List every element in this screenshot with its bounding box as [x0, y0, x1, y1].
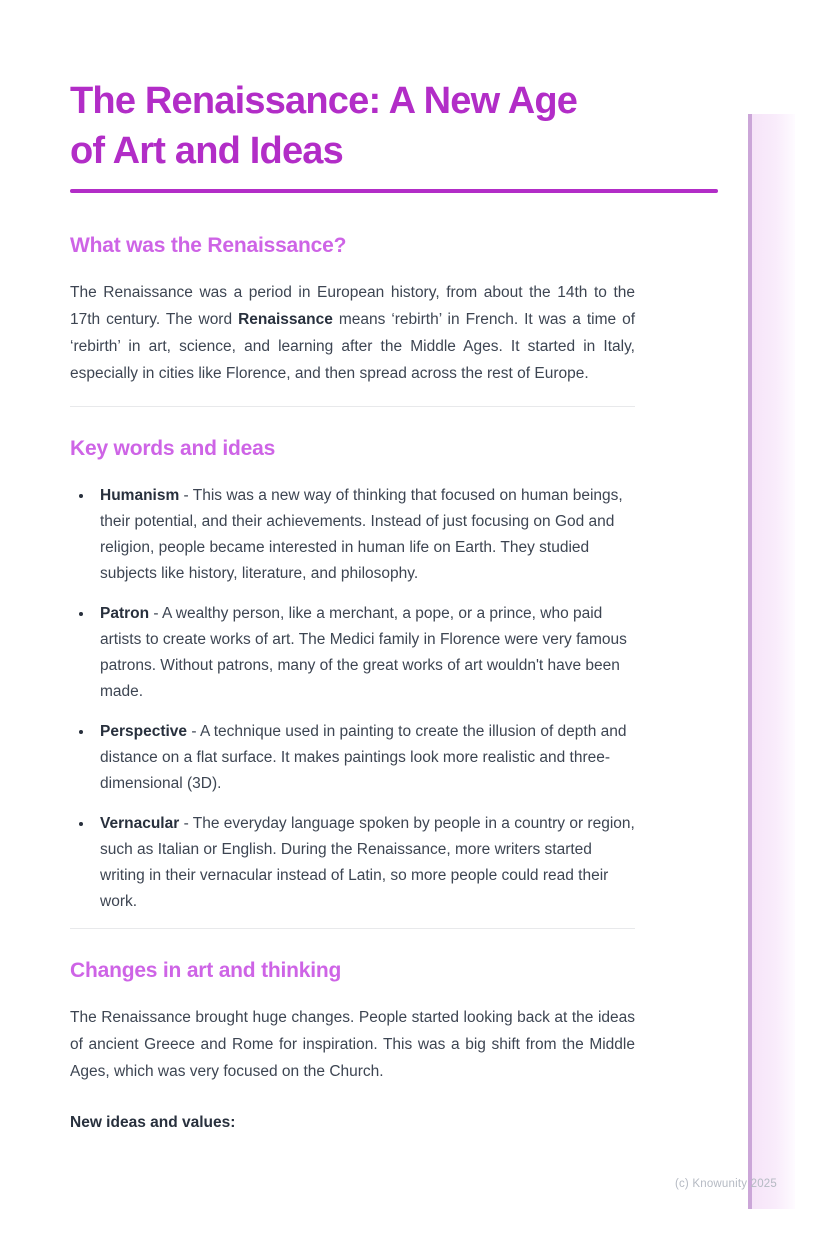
document-title-line2: of Art and Ideas: [70, 130, 343, 172]
keyword-item: [94, 810, 635, 915]
keyword-description: - This was a new way of thinking that focused on human beings, their potential, and their achievements. Instead of just focusing on God and religion, people became interested in human life on Earth. They studied subjects like history, literature, and philosophy.: [100, 487, 623, 582]
title-underline-rule: [70, 189, 718, 193]
changes-paragraph: The Renaissance brought huge changes. People started looking back at the ideas of ancient Greece and Rome for inspiration. This was a big shift from the Middle Ages, which was very focused on the Church.: [70, 1009, 635, 1080]
document-title: [70, 76, 635, 176]
footer-copyright: (c) Knowunity 2025: [674, 1178, 777, 1190]
keyword-list: [70, 482, 635, 915]
document-page: [0, 76, 828, 1247]
text-run: The Renaissance was a period in European history, from about the 14th to the 17th century. The word: [70, 284, 635, 328]
document-title-line1: The Renaissance: A New Age: [70, 80, 578, 122]
section-heading-changes: Changes in art and thinking: [70, 959, 342, 982]
bold-run: Renaissance: [238, 311, 333, 328]
keyword-item: [94, 718, 635, 797]
keyword-term: Perspective: [100, 723, 188, 740]
section-divider: [70, 406, 635, 407]
section-heading-what-was-the-renaissance: What was the Renaissance?: [70, 234, 347, 257]
page-accent-bar: [748, 114, 795, 1209]
document-content: [70, 76, 635, 1135]
keyword-term: Humanism: [100, 487, 180, 504]
keyword-term: Vernacular: [100, 815, 180, 832]
keyword-item: [94, 600, 635, 705]
section-heading-key-words: Key words and ideas: [70, 437, 276, 460]
intro-paragraph: [70, 279, 635, 387]
section-divider: [70, 928, 635, 929]
keyword-description: - A technique used in painting to create the illusion of depth and distance on a flat surface. It makes paintings look more realistic and three-dimensional (3D).: [100, 723, 627, 792]
text-run: means ‘rebirth’ in French. It was a time of ‘rebirth’ in art, science, and learning after the Middle Ages. It started in Italy, especially in cities like Florence, and then spread across the rest of Europe.: [70, 311, 635, 382]
keyword-term: Patron: [100, 605, 150, 622]
new-ideas-subheading: New ideas and values:: [70, 1114, 236, 1131]
keyword-description: - A wealthy person, like a merchant, a pope, or a prince, who paid artists to create works of art. The Medici family in Florence were very famous patrons. Without patrons, many of the great works of art wouldn't have been made.: [100, 605, 627, 700]
keyword-item: [94, 482, 635, 587]
keyword-description: - The everyday language spoken by people in a country or region, such as Italian or English. During the Renaissance, more writers started writing in their vernacular instead of Latin, so more people could read their work.: [100, 815, 635, 910]
